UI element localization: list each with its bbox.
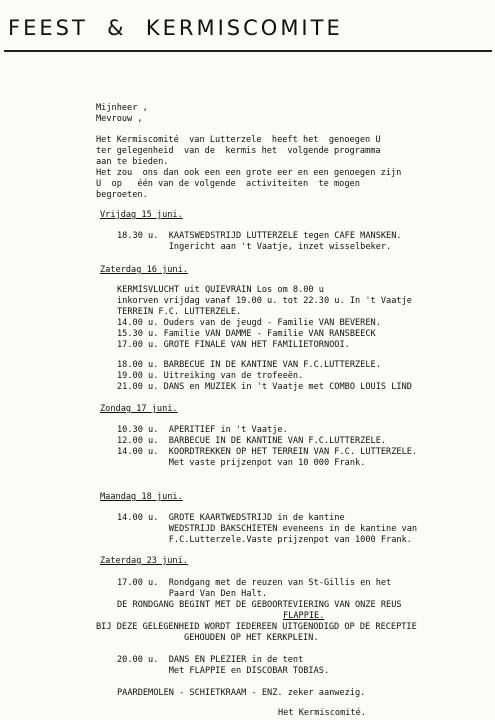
program-line: BIJ DEZE GELEGENHEID WORDT IEDEREEN UITGENODIGD OP DE RECEPTIE [96,622,417,632]
program-line: 19.00 u. Uitreiking van de trofeeën. [117,371,304,381]
intro-line: ter gelegenheid van de kermis het volgende programma [96,146,381,156]
program-line: 17.00 u. GROTE FINALE VAN HET FAMILIETORNOOI. [117,340,350,350]
program-line: 18.30 u. KAATSWEDSTRIJD LUTTERZELE tegen CAFE MANSKEN. [117,231,402,241]
program-line: TERREIN F.C. LUTTERZELE. [117,307,242,317]
program-line: PAARDEMOLEN - SCHIETKRAAM - ENZ. zeker aanwezig. [117,688,366,698]
signature: Het Kermiscomité. [278,708,366,718]
program-line: inkorven vrijdag vanaf 19.00 u. tot 22.30 u. In 't Vaatje [117,296,412,306]
program-line: DE RONDGANG BEGINT MET DE GEBOORTEVIERING VAN ONZE REUS [117,600,402,610]
program-line: 15.30 u. Familie VAN DAMME - Familie VAN RANSBEECK [117,329,376,339]
intro-line: aan te bieden. [96,157,169,167]
program-line: 14.00 u. KOORDTREKKEN OP HET TERREIN VAN F.C. LUTTERZELE. [117,447,418,457]
day-heading-maandag: Maandag 18 juni. [100,492,183,502]
day-heading-zaterdag-23: Zaterdag 23 juni. [100,556,188,566]
program-line: KERMISVLUCHT uit QUIEVRAIN Los om 8.00 u [117,285,324,295]
program-line: 21.00 u. DANS en MUZIEK in 't Vaatje met COMBO LOUIS LIND [117,382,412,392]
day-heading-vrijdag: Vrijdag 15 juni. [100,210,183,220]
program-line: Met vaste prijzenpot van 10 000 Frank. [117,458,366,468]
salutation-mijnheer: Mijnheer , [96,103,148,113]
program-line: 20.00 u. DANS EN PLEZIER in de tent [117,655,304,665]
program-line: Paard Van Den Halt. [117,589,268,599]
program-line: 18.00 u. BARBECUE IN DE KANTINE VAN F.C.LUTTERZELE. [117,360,381,370]
salutation-mevrouw: Mevrouw , [96,114,143,124]
intro-line: Het Kermiscomité van Lutterzele heeft het genoegen U [96,135,381,145]
program-line: 14.00 u. Ouders van de jeugd - Familie VAN BEVEREN. [117,318,381,328]
program-line: 17.00 u. Rondgang met de reuzen van St-Gillis en het [117,578,392,588]
program-line: Met FLAPPIE en DISCOBAR TOBIAS. [117,666,330,676]
program-line: 10.30 u. APERITIEF in 't Vaatje. [117,425,288,435]
document-title: FEEST & KERMISCOMITE [8,16,343,40]
header-rule [4,50,492,52]
program-line: GEHOUDEN OP HET KERKPLEIN. [184,633,319,643]
program-line: F.C.Lutterzele.Vaste prijzenpot van 1000 Frank. [117,535,412,545]
intro-line: begroeten. [96,190,148,200]
day-heading-zondag: Zondag 17 juni. [100,404,178,414]
intro-line: Het zou ons dan ook een een grote eer en een genoegen zijn [96,168,402,178]
program-line: 14.00 u. GROTE KAARTWEDSTRIJD in de kantine [117,513,345,523]
program-line-flappie: FLAPPIE. [283,611,325,621]
day-heading-zaterdag-16: Zaterdag 16 juni. [100,265,188,275]
program-line: WEDSTRIJD BAKSCHIETEN eveneens in de kantine van [117,524,418,534]
program-line: Ingericht aan 't Vaatje, inzet wisselbeker. [117,242,392,252]
program-line: 12.00 u. BARBECUE IN DE KANTINE VAN F.C.LUTTERZELE. [117,436,387,446]
intro-line: U op één van de volgende activiteiten te mogen [96,179,360,189]
